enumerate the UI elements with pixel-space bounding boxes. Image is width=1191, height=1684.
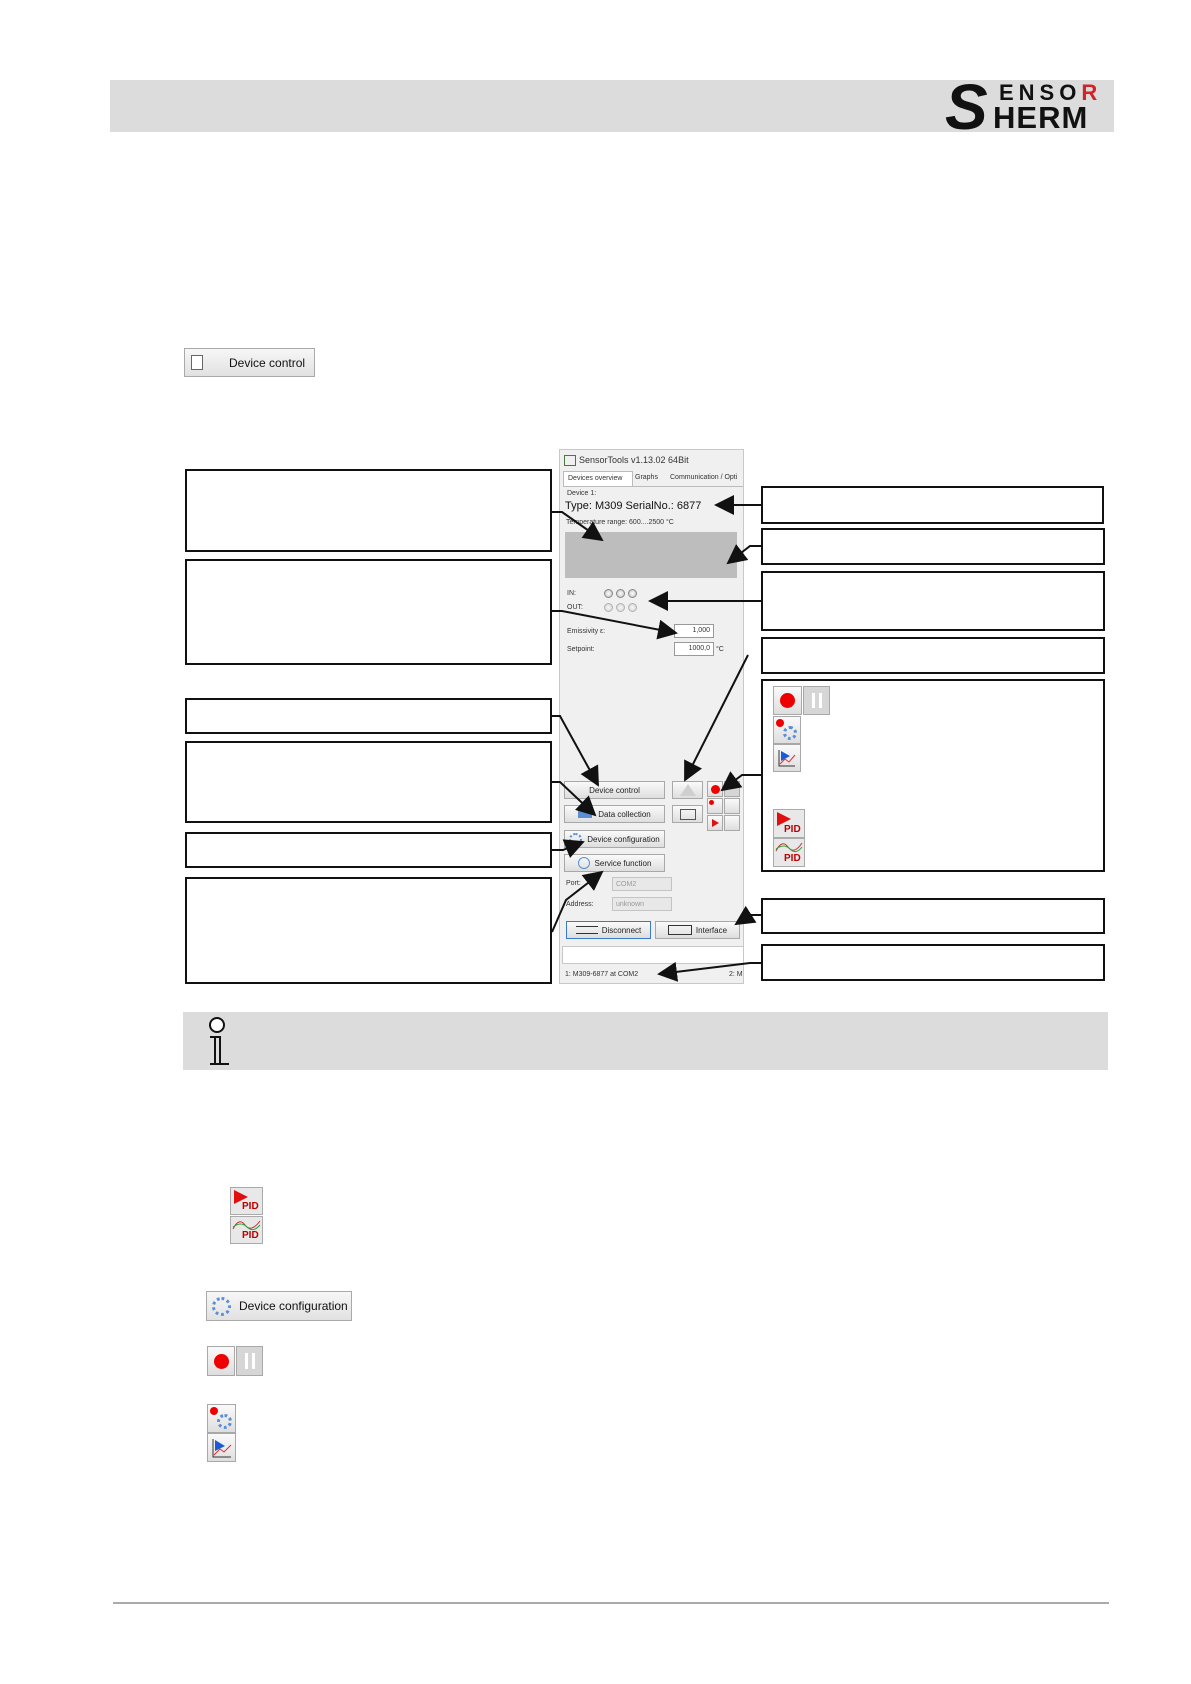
address-label: Address: <box>566 901 594 908</box>
gear-icon <box>212 1297 231 1316</box>
status-bar-left: 1: M309-6877 at COM2 <box>565 971 639 978</box>
window-title: SensorTools v1.13.02 64Bit <box>564 455 689 466</box>
tab-devices-overview[interactable]: Devices overview <box>563 471 633 486</box>
device-configuration-button-app[interactable]: Device configuration <box>564 830 665 848</box>
device-configuration-button[interactable]: Device configuration <box>206 1291 352 1321</box>
footer-rule <box>113 1602 1109 1604</box>
setpoint-unit: °C <box>716 646 724 653</box>
type-serial-line: Type: M309 SerialNo.: 6877 <box>565 500 702 512</box>
device-control-button[interactable]: Device control <box>184 348 315 377</box>
info-note-band <box>183 1012 1108 1070</box>
graph-play-icon-large <box>207 1433 236 1462</box>
pause-icon-large <box>236 1346 263 1376</box>
sensortherm-logo: S ENSOR HERM <box>945 71 1103 143</box>
device-label: Device 1: <box>567 490 597 497</box>
status-bar-right: 2: M <box>729 971 743 978</box>
tab-communication[interactable]: Communication / Opti <box>670 474 738 481</box>
port-select[interactable]: COM2 <box>612 877 672 891</box>
disconnect-button[interactable]: Disconnect <box>566 921 651 939</box>
record-icon-large <box>207 1346 235 1376</box>
service-function-button[interactable]: Service function <box>564 854 665 872</box>
port-label: Port: <box>566 880 581 887</box>
device-control-button-app[interactable]: Device control <box>564 781 665 799</box>
info-icon <box>197 1016 237 1070</box>
emissivity-input[interactable]: 1,000 <box>674 624 714 638</box>
pid-start-icon: PID <box>773 809 805 838</box>
in-label: IN: <box>567 590 576 597</box>
config-record-icon-large <box>207 1404 236 1433</box>
temperature-range: Temperature range: 600....2500 °C <box>566 519 674 526</box>
emissivity-label: Emissivity ε: <box>567 628 606 635</box>
pid-graph-icon-large: PID <box>230 1216 263 1244</box>
pid-start-icon-large: PID <box>230 1187 263 1215</box>
data-collection-button[interactable]: Data collection <box>564 805 665 823</box>
out-label: OUT: <box>567 604 583 611</box>
pid-graph-icon: PID <box>773 838 805 867</box>
setpoint-input[interactable]: 1000,0 <box>674 642 714 656</box>
tab-graphs[interactable]: Graphs <box>635 474 658 481</box>
setpoint-label: Setpoint: <box>567 646 595 653</box>
interface-button[interactable]: Interface <box>655 921 740 939</box>
address-select[interactable]: unknown <box>612 897 672 911</box>
